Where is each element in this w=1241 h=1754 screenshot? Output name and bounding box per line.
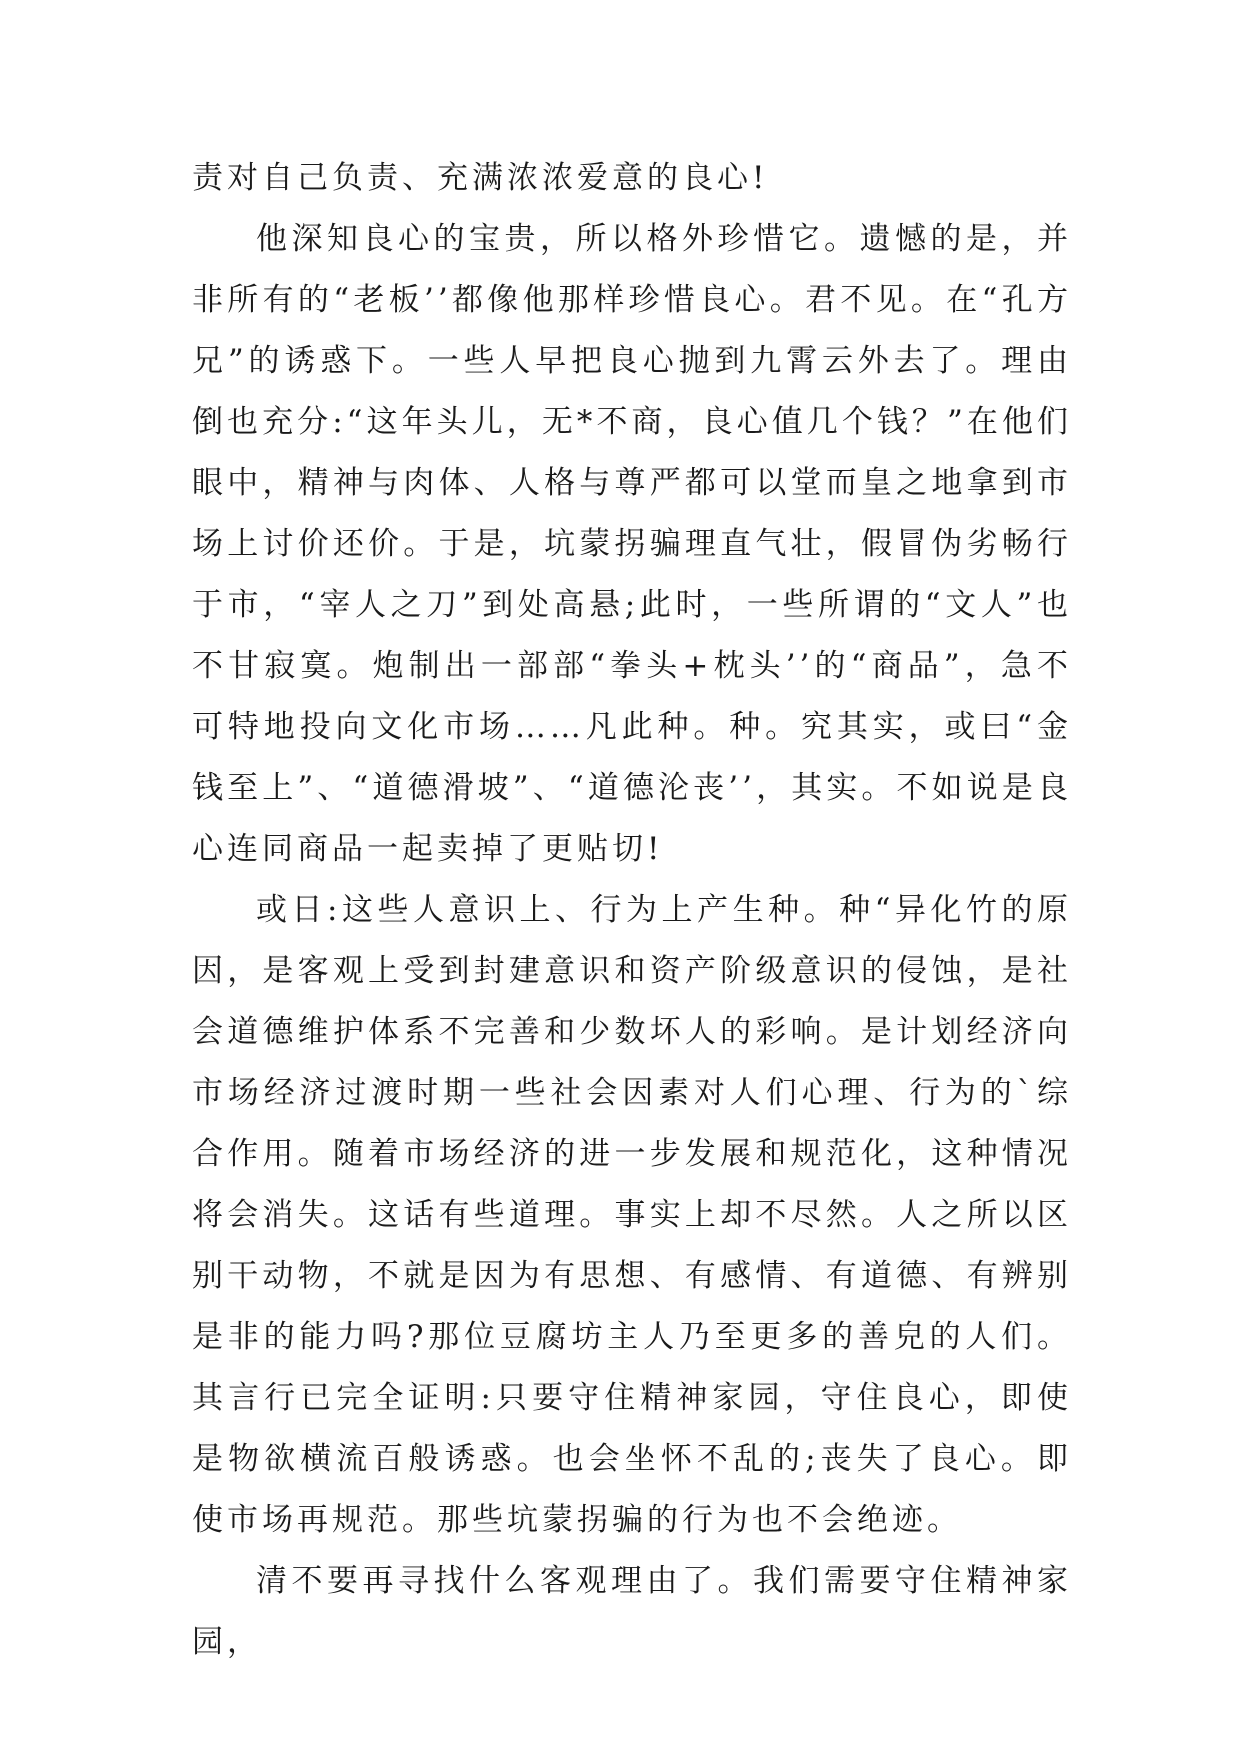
- paragraph-spiritual-home: 清不要再寻找什么客观理由了。我们需要守住精神家园，: [192, 1563, 1072, 1660]
- document-body: [192, 148, 1072, 1673]
- paragraph-objective-reasons: 或日:这些人意识上、行为上产生种。种“异化竹的原因，是客观上受到封建意识和资产阶级意识的侵蚀，是社会道德维护体系不完善和少数坏人的彩响。是计划经济向市场经济过渡时期一些社会因素对人们心理、行为的`综合作用。随着市场经济的进一步发展和规范化，这种情况将会消失。这话有些道理。事实上却不尽然。人之所以区别干动物，不就是因为有思想、有感情、有道德、有辨别是非的能力吗?那位豆腐坊主人乃至更多的善皃的人们。其言行已完全证明:只要守住精神家园，守住良心，即使是物欲横流百般诱惑。也会坐怀不乱的;丧失了良心。即使市场再规范。那些坑蒙拐骗的行为也不会绝迹。: [192, 892, 1072, 1538]
- paragraph-continuation: 责对自己负责、充满浓浓爱意的良心!: [192, 160, 769, 196]
- paragraph-conscience-merchants: 他深知良心的宝贵，所以格外珍惜它。遗憾的是，并非所有的“老板’’都像他那样珍惜良心。君不见。在“孔方兄”的诱惑下。一些人早把良心抛到九霄云外去了。理由倒也充分:“这年头儿，无*不商，良心值几个钱？”在他们眼中，精神与肉体、人格与尊严都可以堂而皇之地拿到市场上讨价还价。于是，坑蒙拐骗理直气壮，假冒伪劣畅行于市，“宰人之刀”到处高悬;此时，一些所谓的“文人”也不甘寂寞。炮制出一部部“拳头+枕头’’的“商品”，急不可特地投向文化市场……凡此种。种。究其实，或曰“金钱至上”、“道德滑坡”、“道德沦丧’’，其实。不如说是良心连同商品一起卖掉了更贴切!: [192, 221, 1072, 867]
